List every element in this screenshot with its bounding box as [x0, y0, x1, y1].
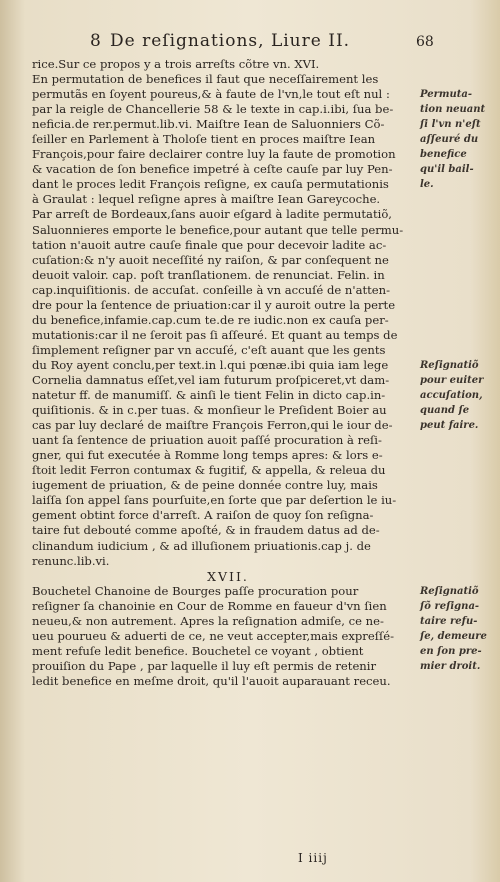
text-line: cas par luy declaré de maiſtre François Ferron,qui le iour de-: [32, 418, 393, 433]
margin-note: ſõ reſigna-: [420, 601, 480, 612]
page-number: 68: [416, 34, 434, 50]
body-text: [32, 57, 424, 689]
text-line: Bouchetel Chanoine de Bourges paſſe procuration pour: [32, 583, 359, 598]
margin-note: peut faire.: [420, 420, 479, 431]
text-line: ſimplement reſigner par vn accuſé, c'eſt auant que les gents: [32, 342, 386, 357]
text-line: deuoit valoir. cap. poſt tranſlationem. de renunciat. Felin. in: [32, 267, 385, 282]
text-line: ueu pourueu & aduerti de ce, ne veut accepter,mais expreſſé-: [32, 628, 395, 643]
margin-note: accuſation,: [420, 390, 483, 401]
text-line: neueu,& non autrement. Apres la reſignation admiſe, ce ne-: [32, 613, 384, 628]
text-line: quiſitionis. & in c.per tuas. & monſieur le Preſident Boier au: [32, 403, 387, 418]
margin-note: ſe, demeure: [420, 631, 487, 642]
text-line: & vacation de ſon benefice impetré à ceſte cauſe par luy Pen-: [32, 162, 393, 177]
text-line: clinandum iudicium , & ad illuſionem priuationis.cap j. de: [32, 538, 371, 553]
margin-note: Reſignatiõ: [420, 586, 479, 597]
text-line: Par arreſt de Bordeaux,ſans auoir eſgard à ladite permutatiõ,: [32, 207, 392, 222]
text-line: mutationis:car il ne ſeroit pas ſi aſſeuré. Et quant au temps de: [32, 327, 398, 342]
margin-note: pour euiter: [420, 375, 484, 386]
text-line: uant ſa ſentence de priuation auoit paſſé procuration à reſi-: [32, 433, 382, 448]
text-line: tation n'auoit autre cauſe finale que pour decevoir ladite ac-: [32, 237, 387, 252]
signature-mark: I iiij: [298, 851, 328, 865]
margin-note: benefice: [420, 149, 467, 160]
margin-note: ſi l'vn n'eſt: [420, 119, 481, 130]
margin-note: tion neuant: [420, 104, 486, 115]
margin-note: aſſeuré du: [420, 134, 479, 145]
text-line: gement obtint force d'arreſt. A raiſon de quoy ſon reſigna-: [32, 508, 374, 523]
text-line: du Roy ayent conclu,per text.in l.qui pœnæ.ibi quia iam lege: [32, 357, 389, 372]
running-header: [90, 31, 435, 53]
text-line: Cornelia damnatus eſſet,vel iam futurum proſpiceret,vt dam-: [32, 372, 390, 387]
section-heading: XVII.: [207, 568, 249, 584]
margin-note: taire refu-: [420, 616, 478, 627]
margin-note: le.: [420, 179, 434, 190]
text-line: ledit benefice en meſme droit, qu'il l'auoit auparauant receu.: [32, 673, 391, 688]
text-line: du benefice,infamie.cap.cum te.de re iudic.non ex cauſa per-: [32, 312, 389, 327]
text-line: gner, qui fut executée à Romme long temps apres: & lors e-: [32, 448, 383, 463]
text-line: cap.inquiſitionis. de accuſat. conſeille à vn accuſé de n'atten-: [32, 282, 391, 297]
header-folio-number: 8: [90, 31, 101, 51]
margin-note: Permuta-: [420, 89, 472, 100]
text-line: iugement de priuation, & de peine donnée contre luy, mais: [32, 478, 378, 493]
margin-note: mier droit.: [420, 661, 481, 672]
text-line: En permutation de benefices il faut que neceſſairement les: [32, 72, 379, 87]
text-line: taire fut debouté comme apoſté, & in fraudem datus ad de-: [32, 523, 380, 538]
margin-note: en ſon pre-: [420, 646, 482, 657]
text-line: rice.Sur ce propos y a trois arreſts cõtre vn. XVI.: [32, 57, 320, 71]
text-line: prouiſion du Pape , par laquelle il luy eſt permis de retenir: [32, 658, 377, 673]
header-title: De reſignations, Liure II.: [110, 31, 351, 51]
text-line: par la reigle de Chancellerie 58 & le texte in cap.i.ibi, ſua be-: [32, 102, 394, 117]
text-line: natetur ff. de manumiſſ. & ainſi le tient Felin in dicto cap.in-: [32, 388, 386, 403]
margin-note: Reſignatiõ: [420, 360, 479, 371]
text-line: dre pour la ſentence de priuation:car il y auroit outre la perte: [32, 297, 396, 312]
text-line: ſtoit ledit Ferron contumax & fugitif, & appella, & releua du: [32, 463, 386, 478]
text-line: François,pour faire declairer contre luy la faute de promotion: [32, 147, 396, 162]
margin-note: quand ſe: [420, 405, 470, 416]
text-line: ment refuſe ledit benefice. Bouchetel ce voyant , obtient: [32, 643, 364, 658]
text-line: reſigner ſa chanoinie en Cour de Romme en faueur d'vn ſien: [32, 598, 387, 613]
margin-note: qu'il bail-: [420, 164, 474, 175]
text-line: Saluonnieres emporte le benefice,pour autant que telle permu-: [32, 222, 404, 237]
text-line: cuſation:& n'y auoit neceſſité ny raiſon, & par conſequent ne: [32, 252, 389, 267]
text-line: ſeiller en Parlement à Tholoſe tient en proces maiſtre Iean: [32, 132, 376, 147]
text-line: permutãs en ſoyent poureus,& à faute de l'vn,le tout eſt nul :: [32, 87, 390, 102]
text-line: neficia.de rer.permut.lib.vi. Maiſtre Iean de Saluonniers Cõ-: [32, 117, 385, 132]
text-line: renunc.lib.vi.: [32, 553, 110, 568]
text-line: à Graulat : lequel reſigne apres à maiſtre Iean Gareycoche.: [32, 192, 381, 207]
text-line: laiſſa ſon appel ſans pourſuite,en ſorte que par deſertion le iu-: [32, 493, 397, 508]
text-line: dant le proces ledit François reſigne, ex cauſa permutationis: [32, 177, 389, 192]
